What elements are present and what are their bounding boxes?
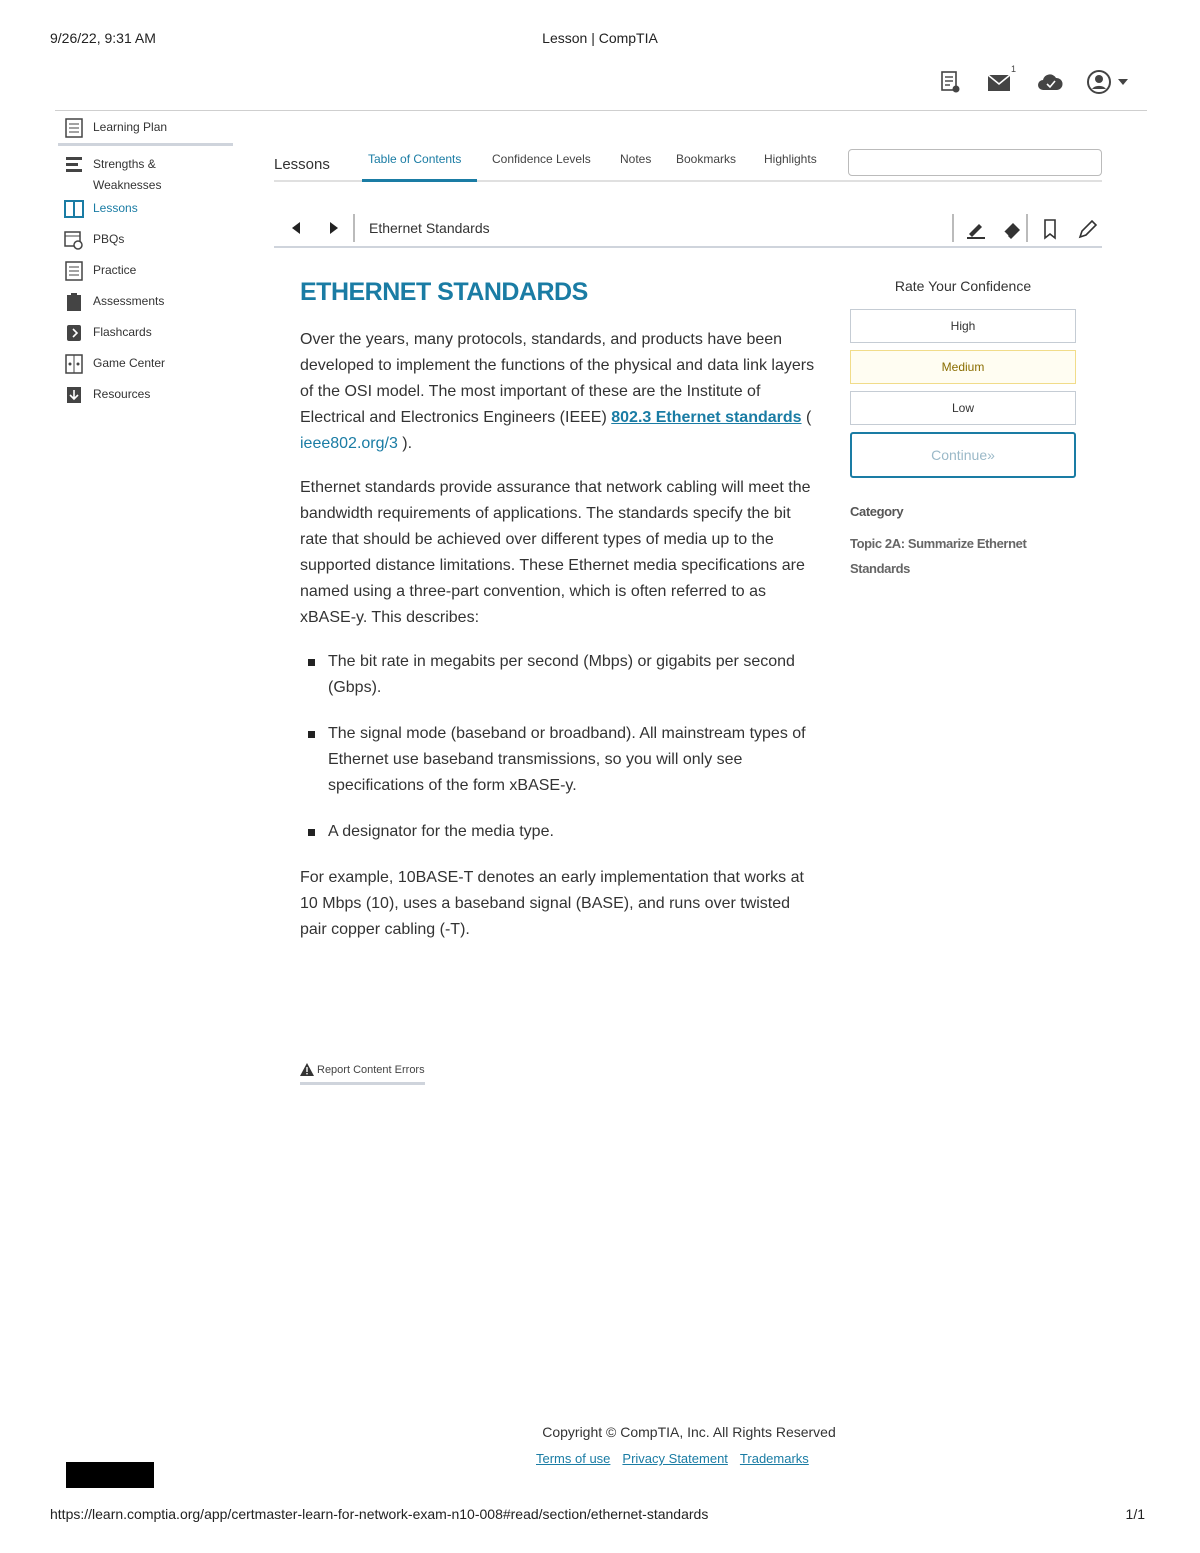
lessons-label: Lessons bbox=[274, 156, 330, 173]
tab-highlights[interactable]: Highlights bbox=[764, 152, 817, 166]
print-page-number: 1/1 bbox=[1125, 1506, 1145, 1522]
report-label: Report Content Errors bbox=[317, 1063, 425, 1076]
sidebar-item-strengths[interactable] bbox=[64, 154, 233, 196]
sidebar bbox=[58, 112, 233, 415]
print-date: 9/26/22, 9:31 AM bbox=[50, 30, 156, 46]
link-paren: ( bbox=[801, 409, 812, 426]
sidebar-item-pbqs[interactable] bbox=[64, 229, 233, 260]
tab-bookmarks[interactable]: Bookmarks bbox=[676, 152, 737, 166]
document-list-icon bbox=[64, 117, 84, 138]
sidebar-item-label: Strengths & Weaknesses bbox=[93, 157, 162, 192]
report-content-errors-link[interactable] bbox=[300, 1063, 425, 1085]
sidebar-item-practice[interactable] bbox=[64, 260, 233, 291]
ethernet-standards-link[interactable]: 802.3 Ethernet standards bbox=[611, 409, 802, 426]
convention-list bbox=[300, 649, 820, 845]
search-input[interactable] bbox=[848, 149, 1102, 176]
continue-button[interactable]: Continue» bbox=[850, 432, 1076, 478]
sidebar-item-assessments[interactable] bbox=[64, 291, 233, 322]
lesson-tabs bbox=[274, 146, 1102, 182]
category-value: Topic 2A: Summarize Ethernet Standards bbox=[850, 536, 1027, 576]
tools-divider-2 bbox=[1026, 214, 1028, 242]
sidebar-item-label: Practice bbox=[93, 263, 137, 277]
redaction-block bbox=[66, 1462, 154, 1488]
list-item: A designator for the media type. bbox=[300, 819, 820, 845]
terms-of-use-link[interactable]: Terms of use bbox=[536, 1451, 611, 1466]
clipboard-icon bbox=[64, 291, 84, 312]
list-item: The signal mode (baseband or broadband). All mainstream types of Ethernet use baseband transmissions, so you will only see specifications of the form xBASE-y. bbox=[300, 721, 820, 799]
document-icon[interactable] bbox=[936, 68, 964, 96]
pbq-icon bbox=[64, 229, 84, 250]
sidebar-item-learning-plan[interactable] bbox=[58, 112, 233, 146]
next-arrow-icon[interactable] bbox=[324, 219, 342, 237]
sidebar-item-flashcards[interactable] bbox=[64, 322, 233, 353]
sidebar-item-lessons[interactable] bbox=[64, 198, 233, 229]
sidebar-item-label: PBQs bbox=[93, 232, 125, 246]
privacy-statement-link[interactable]: Privacy Statement bbox=[622, 1451, 728, 1466]
game-icon bbox=[64, 353, 84, 374]
paragraph-example: For example, 10BASE-T denotes an early implementation that works at 10 Mbps (10), uses a baseband signal (BASE), and runs over twisted pair copper cabling (-T). bbox=[300, 869, 804, 938]
lesson-content bbox=[300, 278, 820, 961]
category-label: Category bbox=[850, 504, 904, 519]
bars-icon bbox=[64, 154, 84, 175]
previous-arrow-icon[interactable] bbox=[288, 219, 306, 237]
confidence-high-button[interactable]: High bbox=[850, 309, 1076, 343]
paragraph-intro bbox=[300, 327, 820, 457]
tab-notes[interactable]: Notes bbox=[620, 152, 652, 166]
footer-links bbox=[536, 1451, 809, 1466]
sidebar-item-game-center[interactable] bbox=[64, 353, 233, 384]
sidebar-item-label: Assessments bbox=[93, 294, 165, 308]
confidence-panel bbox=[850, 278, 1076, 581]
download-icon bbox=[64, 384, 84, 405]
bookmark-icon[interactable] bbox=[1038, 217, 1062, 241]
flashcard-icon bbox=[64, 322, 84, 343]
ieee-url-link[interactable]: ieee802.org/3 bbox=[300, 435, 398, 452]
tab-confidence-levels[interactable]: Confidence Levels bbox=[492, 152, 591, 166]
top-toolbar bbox=[936, 64, 1132, 96]
copyright: Copyright © CompTIA, Inc. All Rights Reserved bbox=[542, 1424, 836, 1440]
print-title: Lesson | CompTIA bbox=[542, 30, 658, 46]
highlighter-icon[interactable] bbox=[964, 217, 988, 241]
confidence-low-button[interactable]: Low bbox=[850, 391, 1076, 425]
user-icon[interactable] bbox=[1086, 68, 1132, 96]
confidence-title: Rate Your Confidence bbox=[894, 278, 1032, 294]
lesson-nav bbox=[274, 212, 1102, 248]
header-divider bbox=[55, 110, 1147, 111]
tab-table-of-contents[interactable]: Table of Contents bbox=[362, 152, 477, 182]
list-icon bbox=[64, 260, 84, 281]
page-title: ETHERNET STANDARDS bbox=[300, 278, 588, 306]
paragraph-tail: ). bbox=[397, 435, 413, 452]
pencil-icon[interactable] bbox=[1076, 217, 1100, 241]
cloud-icon[interactable] bbox=[1036, 68, 1064, 96]
sidebar-item-label: Lessons bbox=[93, 201, 138, 215]
mail-badge: 1 bbox=[1010, 64, 1016, 74]
sidebar-item-resources[interactable] bbox=[64, 384, 233, 415]
sidebar-item-label: Resources bbox=[93, 387, 151, 401]
mail-icon[interactable] bbox=[986, 64, 1016, 96]
nav-divider bbox=[353, 214, 355, 242]
confidence-medium-button[interactable]: Medium bbox=[850, 350, 1076, 384]
list-item: The bit rate in megabits per second (Mbps) or gigabits per second (Gbps). bbox=[300, 649, 820, 701]
warning-icon bbox=[300, 1063, 314, 1076]
sidebar-item-label: Game Center bbox=[93, 356, 166, 370]
sidebar-item-label: Flashcards bbox=[93, 325, 152, 339]
paragraph-convention: Ethernet standards provide assurance that network cabling will meet the bandwidth requirements of applications. The standards specify the bit rate that should be achieved over different types of media up to the supported distance limitations. These Ethernet media specifications are named using a three-part convention, which is often referred to as xBASE-y. This describes: bbox=[300, 479, 811, 626]
trademarks-link[interactable]: Trademarks bbox=[739, 1451, 809, 1466]
sidebar-item-label: Learning Plan bbox=[93, 120, 168, 134]
print-url: https://learn.comptia.org/app/certmaster-learn-for-network-exam-n10-008#read/section/ethernet-standards bbox=[50, 1506, 709, 1522]
current-section-title: Ethernet Standards bbox=[369, 220, 490, 236]
tools-divider bbox=[952, 214, 954, 242]
paragraph-text: Over the years, many protocols, standards, and products have been developed to implement the functions of the physical and data link layers of the OSI model. The most important of these are the Institute of Electrical and Electronics Engineers (IEEE) bbox=[300, 331, 815, 426]
eraser-icon[interactable] bbox=[1000, 217, 1024, 241]
book-icon bbox=[64, 198, 84, 219]
